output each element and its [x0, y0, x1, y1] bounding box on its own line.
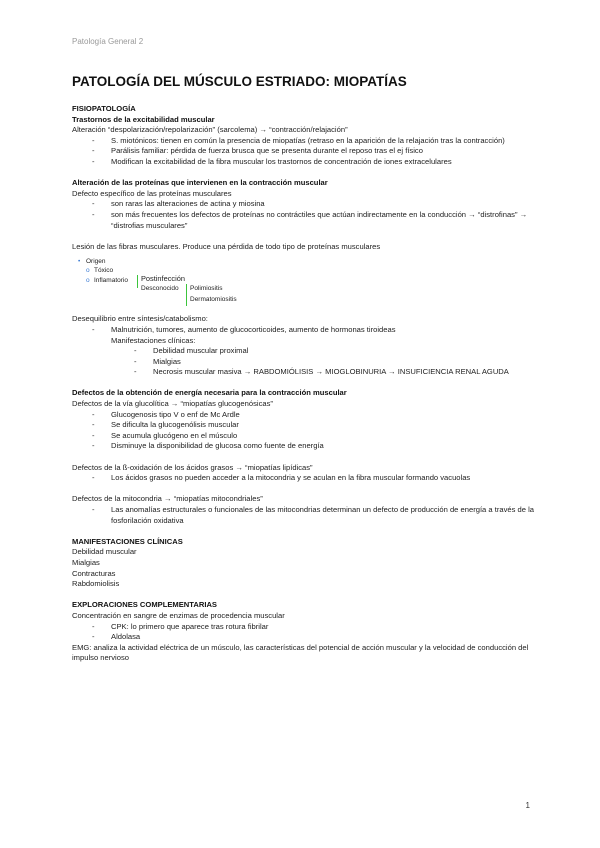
list-item: - Parálisis familiar: pérdida de fuerza brusca que se presenta durante el reposo tras el ej físico [92, 146, 423, 156]
list-item: - Los ácidos grasos no pueden acceder a la mitocondria y se aculan en la fibra muscular formando vacuolas [92, 473, 471, 483]
origin-diagram [72, 258, 538, 314]
paragraph-emg: EMG: analiza la actividad eléctrica de un músculo, las características del potencial de acción muscular y la velocidad de conducción del impulso nervioso [72, 642, 529, 663]
subheading-proteinas: Alteración de las proteínas que intervienen en la contracción muscular [72, 178, 328, 188]
diagram-polimiositis: Polimiositis [190, 285, 223, 293]
paragraph: Desequilibrio entre síntesis/catabolismo: [72, 314, 208, 324]
diagram-bracket-line [186, 284, 187, 306]
list-item: Mialgias [72, 557, 100, 567]
paragraph: Defectos de la mitocondria → “miopatías mitocondriales” [72, 494, 263, 504]
list-item: - Glucogenosis tipo V o enf de Mc Ardle [92, 409, 240, 419]
diagram-toxico: Tóxico [94, 267, 114, 275]
paragraph: Alteración “despolarización/repolarización” (sarcolema) → “contracción/relajación” [72, 125, 348, 135]
diagram-dermatomiositis: Dermatomiositis [190, 296, 237, 304]
list-item: - Mialgias [134, 356, 181, 366]
paragraph: Defectos de la vía glucolítica → “miopatías glucogenósicas” [72, 399, 273, 409]
list-item: - Necrosis muscular masiva → RABDOMIÓLISIS → MIOGLOBINURIA → INSUFICIENCIA RENAL AGUDA [134, 367, 509, 377]
manifestaciones-label: Manifestaciones clínicas: [111, 335, 196, 345]
list-item: Debilidad muscular [72, 547, 137, 557]
list-item: - Aldolasa [92, 632, 141, 642]
list-item: - Modifican la excitabilidad de la fibra muscular los trastornos de concentración de iones extracelulares [92, 156, 452, 166]
section-heading-exploraciones: EXPLORACIONES COMPLEMENTARIAS [72, 600, 217, 610]
diagram-inflamatorio: Inflamatorio [94, 277, 128, 285]
list-item: - S. miotónicos: tienen en común la presencia de miopatías (retraso en la aparición de la relajación tras la contracción) [92, 135, 505, 145]
paragraph: Defectos de la ß-oxidación de los ácidos grasos → “miopatías lipídicas” [72, 462, 313, 472]
page-number: 1 [525, 801, 530, 810]
list-item: - Las anomalías estructurales o funcionales de las mitocondrias determinan un defecto de producción de energía a través de la fosforilación oxidativa [92, 505, 534, 525]
diagram-bracket-line [137, 275, 138, 288]
section-heading-clinicas: MANIFESTACIONES CLÍNICAS [72, 536, 183, 546]
diagram-desconocido: Desconocido [141, 285, 179, 293]
list-item: Rabdomiolisis [72, 579, 120, 589]
list-item: - son raras las alteraciones de actina y miosina [92, 199, 265, 209]
paragraph: Defecto específico de las proteínas musculares [72, 188, 232, 198]
circle-bullet-icon: o [86, 277, 90, 285]
list-item: - Debilidad muscular proximal [134, 346, 249, 356]
paragraph: Lesión de las fibras musculares. Produce una pérdida de todo tipo de proteínas musculares [72, 241, 381, 251]
subheading-energia: Defectos de la obtención de energía necesaria para la contracción muscular [72, 388, 347, 398]
diagram-origen: Origen [86, 258, 106, 266]
paragraph: Concentración en sangre de enzimas de procedencia muscular [72, 610, 285, 620]
bullet-icon: • [78, 258, 81, 266]
circle-bullet-icon: o [86, 267, 90, 275]
page-title: PATOLOGÍA DEL MÚSCULO ESTRIADO: MIOPATÍAS [72, 74, 407, 89]
list-item: - Se dificulta la glucogenólisis muscular [92, 420, 239, 430]
list-item: Contracturas [72, 568, 116, 578]
document-body [72, 104, 538, 664]
list-item: - CPK: lo primero que aparece tras rotura fibrilar [92, 621, 269, 631]
running-header: Patología General 2 [72, 37, 144, 46]
subheading-excitabilidad: Trastornos de la excitabilidad muscular [72, 114, 215, 124]
section-heading-fisiopatologia: FISIOPATOLOGÍA [72, 104, 136, 113]
list-item: - Se acumula glucógeno en el músculo [92, 430, 238, 440]
list-item: - Malnutrición, tumores, aumento de glucocorticoides, aumento de hormonas tiroideas [92, 324, 396, 334]
list-item: - son más frecuentes los defectos de proteínas no contráctiles que actúan indirectamente en la conducción → “distrofinas” → “distrofias musculares” [92, 209, 528, 230]
diagram-postinfeccion: Postinfección [141, 274, 185, 284]
list-item: - Disminuye la disponibilidad de glucosa como fuente de energía [92, 441, 324, 451]
